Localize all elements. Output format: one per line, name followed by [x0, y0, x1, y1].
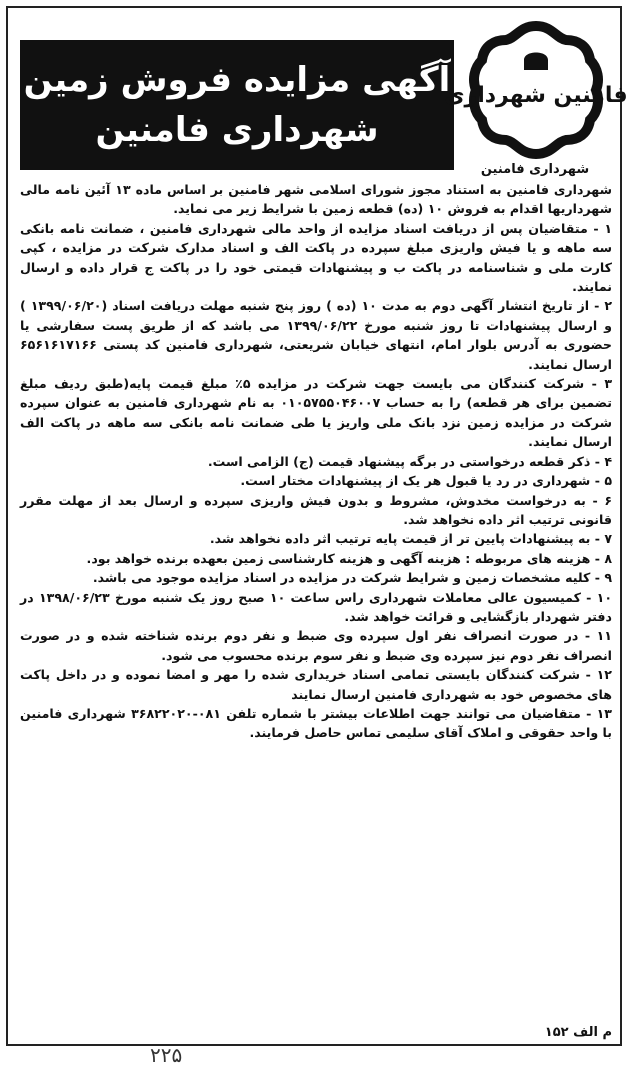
condition-item: ۱۰ - کمیسیون عالی معاملات شهرداری راس ساعت ۱۰ صبح روز یک شنبه مورخ ۱۳۹۸/۰۶/۲۳ در دفتر شهردار بازگشایی و قرائت خواهد شد.	[20, 589, 613, 624]
condition-item: ۱۳ - متقاضیان می توانند جهت اطلاعات بیشتر با شماره تلفن ۰۸۱-۳۶۸۲۲۰۲۰ شهرداری فامنین با واحد حقوقی و املاک آقای سلیمی تماس حاصل فرمایند.	[20, 705, 612, 741]
condition-item: ۲ - از تاریخ انتشار آگهی دوم به مدت ۱۰ (ده ) روز پنج شنبه مهلت دریافت اسناد (۱۳۹۹/۰۶/۲۰ ) و ارسال پیشنهادات تا روز شنبه مورخ ۱۳۹۹/۰۶/۲۲ می باشد که از طریق پست سفارشی یا حضوری به آدرس بلوار امام، انتهای خیابان شریعتی، شهرداری فامنین کد پستی ۶۵۶۱۶۱۷۱۶۶ ارسال نمایند.	[20, 298, 612, 372]
handwritten-number: ۲۲۵	[150, 1043, 183, 1067]
notice-body	[20, 180, 612, 743]
notice-title: آگهی مزایده فروش زمین	[23, 60, 451, 100]
condition-item: ۵ - شهرداری در رد یا قبول هر یک از پیشنهادات مختار است.	[240, 473, 612, 489]
condition-item: ۷ - به پیشنهادات پایین تر از قیمت پایه ترتیب اثر داده نخواهد شد.	[209, 531, 612, 547]
condition-item: ۹ - کلیه مشخصات زمین و شرایط شرکت در مزایده در اسناد مزایده موجود می باشد.	[92, 570, 612, 586]
condition-item: ۸ - هزینه های مربوطه : هزینه آگهی و هزینه کارشناسی زمین بعهده برنده خواهد بود.	[86, 550, 612, 566]
condition-item: ۶ - به درخواست مخدوش، مشروط و بدون فیش واریزی سپرده و ارسال بعد از مهلت مقرر قانونی ترتیب اثر داده نخواهد شد.	[20, 492, 612, 527]
title-banner	[20, 40, 454, 170]
municipality-logo	[444, 20, 628, 160]
condition-item: ۳ - شرکت کنندگان می بایست جهت شرکت در مزایده ۵٪ مبلغ قیمت پایه(طبق ردیف مبلغ تضمین برای هر قطعه) را به حساب ۰۱۰۵۷۵۵۰۴۶۰۰۷ به نام شهرداری فامنین به عنوان سپرده شرکت در مزایده زمین نزد بانک ملی واریز یا طی ضمانت نامه بانکی سه ماهه در پاکت الف ارسال نمایند.	[20, 376, 612, 450]
notice-subtitle: شهرداری فامنین	[95, 110, 379, 150]
logo-text: فامنین شهرداری	[444, 83, 628, 108]
publication-code: م الف ۱۵۲	[544, 1025, 612, 1040]
notice-intro: شهرداری فامنین به استناد مجوز شورای اسلامی شهر فامنین بر اساس ماده ۱۳ آئین نامه مالی شهرداریها اقدام به فروش ۱۰ (ده) قطعه زمین با شرایط زیر می نماید.	[20, 182, 612, 217]
condition-item: ۱ - متقاضیان پس از دریافت اسناد مزایده از واحد مالی شهرداری فامنین ، ضمانت نامه بانکی سه ماهه و یا فیش واریزی مبلغ سپرده در پاکت الف و اسناد مدارک شرکت در مزایده ، کپی کارت ملی و شناسنامه در پاکت ب و پیشنهادات قیمتی خود را در پاکت ج قرار داده و ارسال نمایند.	[20, 220, 612, 295]
logo-caption: شهرداری فامنین	[480, 162, 590, 177]
notice-header	[14, 14, 628, 177]
condition-item: ۴ - ذکر قطعه درخواستی در برگه پیشنهاد قیمت (ج) الزامی است.	[207, 453, 612, 469]
condition-item: ۱۱ - در صورت انصراف نفر اول سپرده وی ضبط و نفر دوم برنده شناخته شده و در صورت انصراف نفر دوم نیز سپرده وی ضبط و نفر سوم برنده محسوب می شود.	[20, 628, 612, 663]
condition-item: ۱۲ - شرکت کنندگان بایستی تمامی اسناد خریداری شده را مهر و امضا نموده و در داخل پاکت های مخصوص خود به شهرداری فامنین ارسال نمایند	[20, 667, 612, 702]
